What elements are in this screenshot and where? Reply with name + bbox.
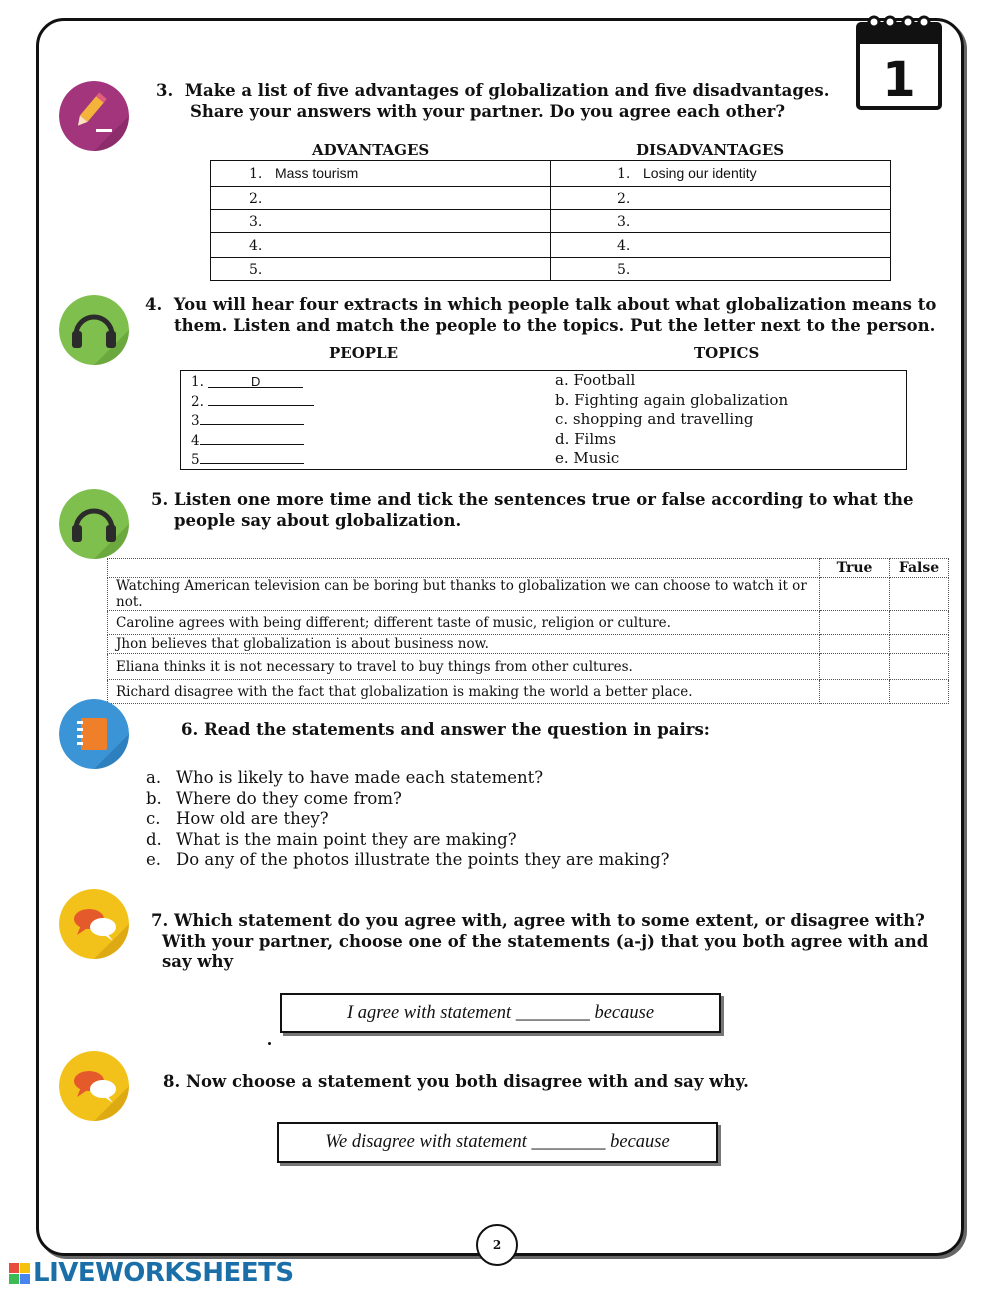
false-checkbox[interactable] xyxy=(889,578,948,611)
q4-instructions: 4. You will hear four extracts in which people talk about what globalization means to them. Listen and match the people to the topics. Put the letter next to the person. xyxy=(145,295,937,335)
table-row: 1. Mass tourism 1. Losing our identity xyxy=(211,161,891,187)
true-checkbox[interactable] xyxy=(820,680,890,704)
stray-dot xyxy=(268,1042,271,1045)
list-item: c. shopping and travelling xyxy=(555,410,754,428)
table-row xyxy=(108,611,949,635)
q5-instructions: 5. Listen one more time and tick the sentences true or false according to what the people say about globalization. xyxy=(151,490,914,530)
list-item: a. Football xyxy=(555,371,636,389)
person-answer-input[interactable] xyxy=(200,412,304,425)
table-row xyxy=(108,559,949,578)
q8-title: 8. Now choose a statement you both disagree with and say why. xyxy=(163,1072,749,1091)
table-row xyxy=(108,578,949,611)
table-row: 2. 2. xyxy=(211,187,891,210)
true-false-table xyxy=(107,558,949,704)
list-item: e. Music xyxy=(555,449,620,467)
list-item: c. How old are they? xyxy=(146,809,329,828)
q3-instructions: 3. Make a list of five advantages of globalization and five disadvantages. Share your answers with your partner. Do you agree each other? xyxy=(156,81,830,121)
pencil-icon xyxy=(59,81,129,151)
list-item: d. Films xyxy=(555,429,617,448)
advantage-input[interactable]: Mass tourism xyxy=(275,165,359,181)
statement-text: Richard disagree with the fact that globalization is making the world a better place. xyxy=(108,680,820,704)
list-item: 2. xyxy=(191,393,314,413)
headphones-icon xyxy=(59,489,129,559)
statement-text: Caroline agrees with being different; different taste of music, religion or culture. xyxy=(108,611,820,635)
brand-name: LIVEWORKSHEETS xyxy=(33,1258,294,1288)
person-answer-input[interactable] xyxy=(200,432,304,445)
true-checkbox[interactable] xyxy=(820,611,890,635)
person-answer-input[interactable]: D xyxy=(208,375,303,388)
q7-instructions: 7. Which statement do you agree with, agree with to some extent, or disagree with? With your partner, choose one of the statements (a-j) that you both agree with and say why xyxy=(151,911,929,971)
person-answer-input[interactable] xyxy=(208,393,314,406)
disagree-statement-input[interactable]: We disagree with statement ________ because xyxy=(277,1122,718,1163)
topics-list xyxy=(555,371,788,469)
people-list xyxy=(191,373,314,471)
agree-statement-input[interactable]: I agree with statement ________ because xyxy=(280,993,721,1033)
list-item: 5 xyxy=(191,451,314,471)
disadvantage-input[interactable]: Losing our identity xyxy=(643,165,757,181)
true-checkbox[interactable] xyxy=(820,578,890,611)
liveworksheets-logo xyxy=(8,1258,294,1288)
true-checkbox[interactable] xyxy=(820,635,890,654)
topics-header: TOPICS xyxy=(694,344,760,362)
person-answer-input[interactable] xyxy=(200,451,304,464)
calendar-day: 1 xyxy=(882,52,916,108)
list-item: d. What is the main point they are making? xyxy=(146,829,517,849)
table-row: 5. 5. xyxy=(211,258,891,281)
false-checkbox[interactable] xyxy=(889,611,948,635)
list-item: 1. D xyxy=(191,373,314,393)
table-row xyxy=(108,635,949,654)
false-checkbox[interactable] xyxy=(889,654,948,680)
chat-bubbles-icon xyxy=(59,889,129,959)
statement-text: Eliana thinks it is not necessary to travel to buy things from other cultures. xyxy=(108,654,820,680)
statement-text: Jhon believes that globalization is about business now. xyxy=(108,635,820,654)
disadvantages-header: DISADVANTAGES xyxy=(636,141,785,159)
false-checkbox[interactable] xyxy=(889,680,948,704)
q6-question-list xyxy=(146,768,669,871)
matching-box xyxy=(180,370,907,470)
table-row: 4. 4. xyxy=(211,233,891,258)
page-number: 2 xyxy=(476,1224,518,1266)
headphones-icon xyxy=(59,295,129,365)
liveworksheets-logo-icon xyxy=(8,1261,32,1285)
advantages-header: ADVANTAGES xyxy=(312,141,430,159)
advantages-table xyxy=(210,160,891,281)
list-item: a. Who is likely to have made each statement? xyxy=(146,768,544,787)
false-header: False xyxy=(889,559,948,578)
false-checkbox[interactable] xyxy=(889,635,948,654)
list-item: b. Fighting again globalization xyxy=(555,390,789,409)
list-item: b. Where do they come from? xyxy=(146,788,402,808)
table-row: 3. 3. xyxy=(211,210,891,233)
true-header: True xyxy=(820,559,890,578)
statement-text: Watching American television can be boring but thanks to globalization we can choose to watch it or not. xyxy=(108,578,820,611)
notebook-icon xyxy=(59,699,129,769)
people-header: PEOPLE xyxy=(329,344,399,362)
list-item: e. Do any of the photos illustrate the points they are making? xyxy=(146,850,670,869)
calendar-icon xyxy=(856,14,942,110)
true-checkbox[interactable] xyxy=(820,654,890,680)
table-row xyxy=(108,654,949,680)
q6-title: 6. Read the statements and answer the question in pairs: xyxy=(181,720,710,739)
chat-bubbles-icon xyxy=(59,1051,129,1121)
table-row xyxy=(108,680,949,704)
list-item: 3 xyxy=(191,412,314,432)
list-item: 4 xyxy=(191,432,314,452)
